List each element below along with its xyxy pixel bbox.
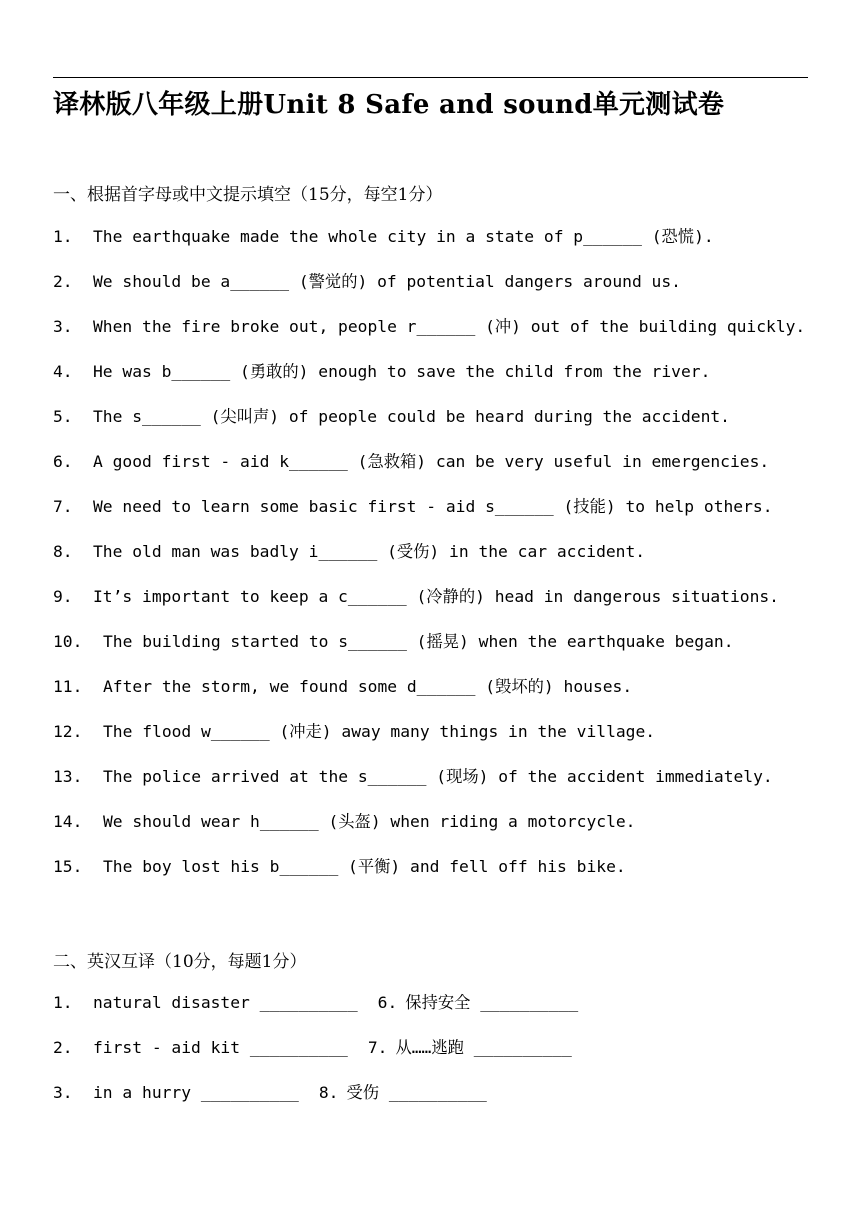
question-item xyxy=(53,542,645,562)
question-item xyxy=(53,317,805,337)
question-text: We need to learn some basic first - aid s______ (技能) to help others. xyxy=(93,497,773,516)
question-item xyxy=(53,497,773,517)
question-text: The flood w______ (冲走) away many things in the village. xyxy=(103,722,656,741)
question-text: The building started to s______ (摇晃) when the earthquake began. xyxy=(103,632,734,651)
question-item xyxy=(53,227,714,247)
translation-left-number: 2. xyxy=(53,1038,73,1057)
question-number: 7. xyxy=(53,497,73,516)
question-number: 15. xyxy=(53,857,83,876)
question-number: 3. xyxy=(53,317,73,336)
question-text: The police arrived at the s______ (现场) of the accident immediately. xyxy=(103,767,773,786)
question-number: 6. xyxy=(53,452,73,471)
question-text: It’s important to keep a c______ (冷静的) head in dangerous situations. xyxy=(93,587,779,606)
question-item xyxy=(53,632,734,652)
question-number: 8. xyxy=(53,542,73,561)
question-text: The boy lost his b______ (平衡) and fell off his bike. xyxy=(103,857,626,876)
question-number: 5. xyxy=(53,407,73,426)
translation-right-number: 8. xyxy=(318,1083,339,1102)
section-1-heading: 一、根据首字母或中文提示填空（15分，每空1分） xyxy=(53,185,443,205)
question-number: 10. xyxy=(53,632,83,651)
question-item xyxy=(53,407,730,427)
translation-left-text: natural disaster __________ xyxy=(93,993,358,1012)
question-number: 13. xyxy=(53,767,83,786)
translation-row xyxy=(53,1038,572,1058)
question-text: The earthquake made the whole city in a state of p______ (恐慌). xyxy=(93,227,714,246)
question-number: 14. xyxy=(53,812,83,831)
translation-left-number: 1. xyxy=(53,993,73,1012)
question-text: We should wear h______ (头盔) when riding a motorcycle. xyxy=(103,812,636,831)
question-item xyxy=(53,587,779,607)
question-item xyxy=(53,767,773,787)
question-item xyxy=(53,812,635,832)
question-text: A good first - aid k______ (急救箱) can be very useful in emergencies. xyxy=(93,452,770,471)
section-2-heading: 二、英汉互译（10分，每题1分） xyxy=(53,952,307,972)
document-title: 译林版八年级上册Unit 8 Safe and sound单元测试卷 xyxy=(53,90,725,120)
question-item xyxy=(53,272,681,292)
header-rule xyxy=(53,77,808,78)
question-text: We should be a______ (警觉的) of potential dangers around us. xyxy=(93,272,681,291)
question-text: The s______ (尖叫声) of people could be heard during the accident. xyxy=(93,407,730,426)
translation-right-text: 受伤 __________ xyxy=(346,1083,487,1102)
question-item xyxy=(53,362,710,382)
question-number: 12. xyxy=(53,722,83,741)
question-text: The old man was badly i______ (受伤) in the car accident. xyxy=(93,542,646,561)
question-item xyxy=(53,722,655,742)
question-number: 2. xyxy=(53,272,73,291)
question-number: 11. xyxy=(53,677,83,696)
question-number: 9. xyxy=(53,587,73,606)
question-text: After the storm, we found some d______ (毁坏的) houses. xyxy=(103,677,633,696)
translation-right-text: 保持安全 __________ xyxy=(405,993,579,1012)
translation-right-number: 7. xyxy=(367,1038,388,1057)
question-text: When the fire broke out, people r______ (冲) out of the building quickly. xyxy=(93,317,806,336)
question-text: He was b______ (勇敢的) enough to save the child from the river. xyxy=(93,362,711,381)
translation-left-text: first - aid kit __________ xyxy=(93,1038,348,1057)
translation-left-text: in a hurry __________ xyxy=(93,1083,299,1102)
question-number: 4. xyxy=(53,362,73,381)
translation-left-number: 3. xyxy=(53,1083,73,1102)
question-item xyxy=(53,857,626,877)
translation-row xyxy=(53,993,578,1013)
question-item xyxy=(53,677,632,697)
translation-right-text: 从……逃跑 __________ xyxy=(395,1038,572,1057)
question-number: 1. xyxy=(53,227,73,246)
translation-right-number: 6. xyxy=(377,993,398,1012)
question-item xyxy=(53,452,769,472)
translation-row xyxy=(53,1083,487,1103)
